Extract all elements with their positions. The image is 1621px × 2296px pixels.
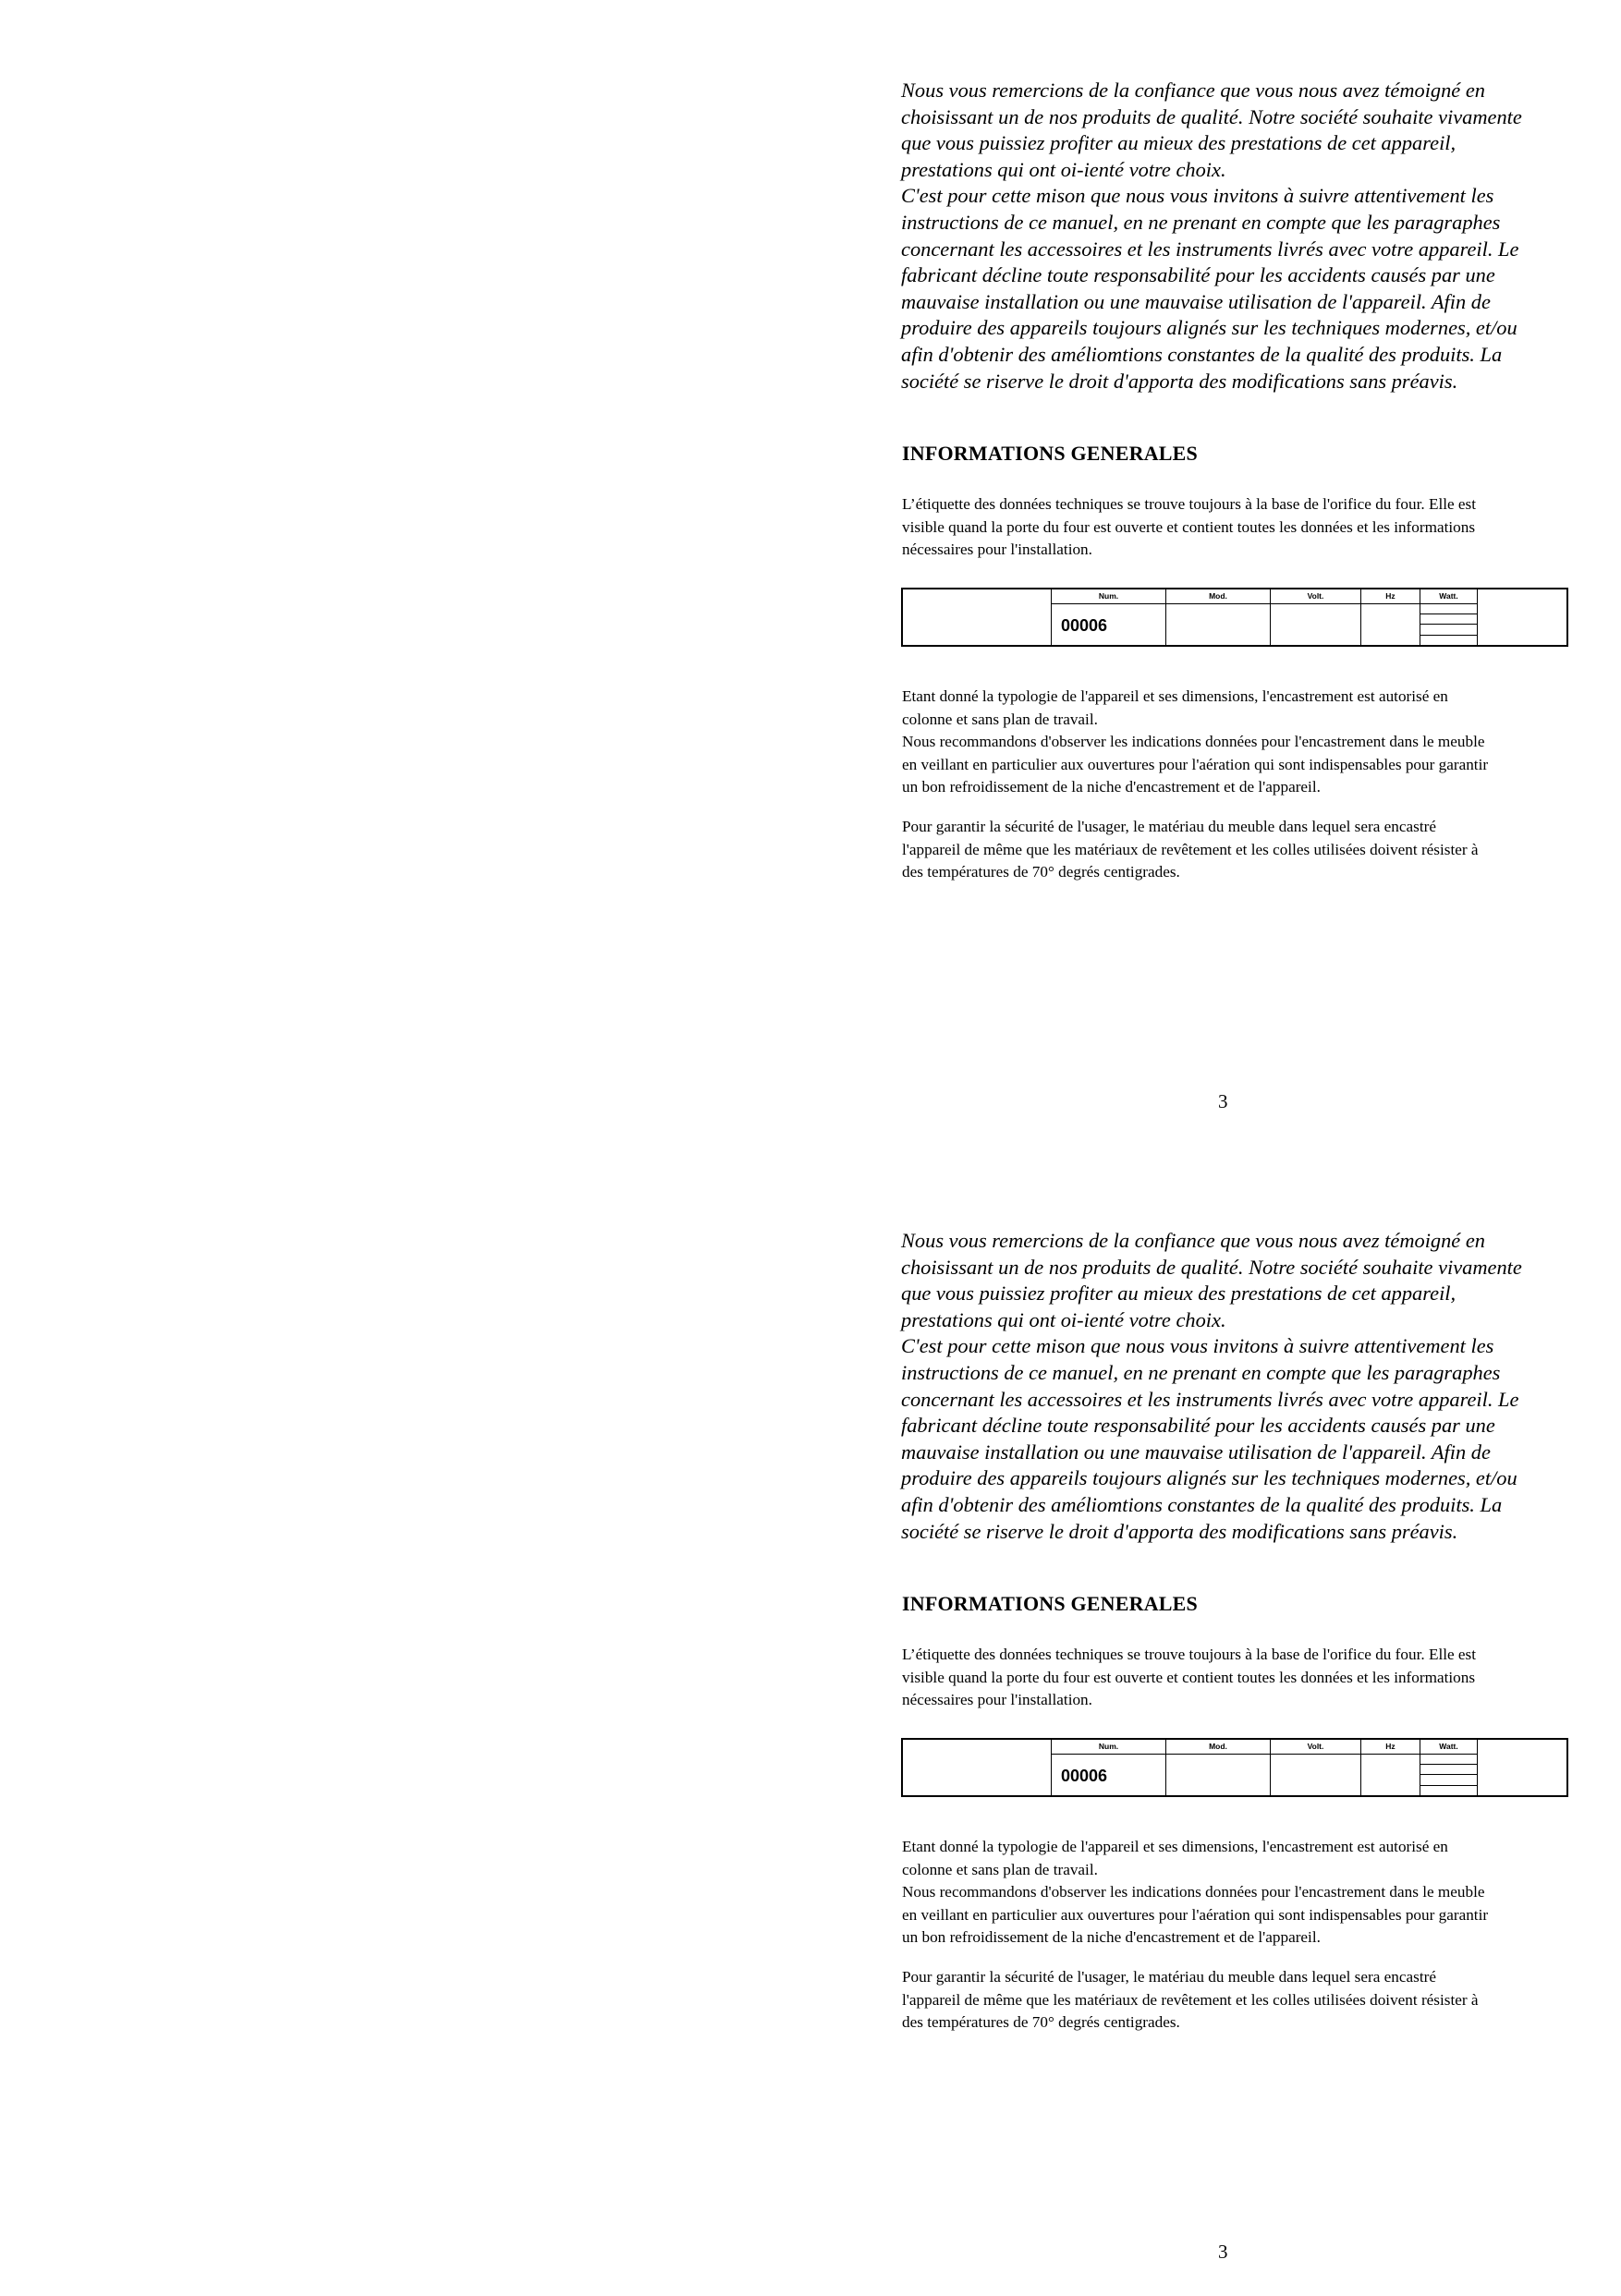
installation-paragraph (902, 686, 1488, 799)
paragraph-line: un bon refroidissement de la niche d'encastrement et de l'appareil. (902, 1928, 1321, 1947)
intro-line: concernant les accessoires et les instruments livrés avec votre appareil. Le (901, 1387, 1519, 1411)
intro-line: fabricant décline toute responsabilité pour les accidents causés par une (901, 263, 1495, 287)
paragraph-line: Pour garantir la sécurité de l'usager, le matériau du meuble dans lequel sera encastré (902, 1968, 1436, 1986)
paragraph-line: colonne et sans plan de travail. (902, 710, 1098, 728)
paragraph-line: Etant donné la typologie de l'appareil et ses dimensions, l'encastrement est autorisé en (902, 1838, 1448, 1855)
intro-line: Nous vous remercions de la confiance que vous nous avez témoigné en (901, 79, 1485, 102)
label-header: Mod. (1166, 1740, 1270, 1755)
intro-line: prestations qui ont oi-ienté votre choix. (901, 157, 1226, 181)
watt-rows (1420, 1754, 1477, 1797)
watt-rows (1420, 603, 1477, 647)
label-col-num (1051, 589, 1165, 647)
safety-paragraph (902, 816, 1479, 884)
intro-line: Nous vous remercions de la confiance que vous nous avez témoigné en (901, 1229, 1485, 1252)
page-number: 3 (1218, 1090, 1228, 1112)
intro-line: choisissant un de nos produits de qualité. Notre société souhaite vivamente (901, 1255, 1522, 1279)
label-header: Hz (1361, 589, 1420, 604)
label-col-volt (1270, 1740, 1360, 1797)
paragraph-line: des températures de 70° degrés centigrades. (902, 863, 1180, 881)
label-col-mod (1165, 1740, 1270, 1797)
label-num-value: 00006 (1061, 1767, 1108, 1785)
paragraph-line: Pour garantir la sécurité de l'usager, le matériau du meuble dans lequel sera encastré (902, 818, 1436, 835)
paragraph-line: l'appareil de même que les matériaux de revêtement et les colles utilisées doivent résister à (902, 1990, 1479, 2009)
section-title: INFORMATIONS GENERALES (902, 1592, 1198, 1615)
label-header: Mod. (1166, 589, 1270, 604)
label-col-num (1051, 1740, 1165, 1797)
label-col-hz (1360, 589, 1420, 647)
label-col-hz (1360, 1740, 1420, 1797)
safety-paragraph (902, 1966, 1479, 2035)
intro-line: C'est pour cette mison que nous vous invitons à suivre attentivement les (901, 184, 1494, 208)
data-label-figure (901, 588, 1568, 647)
paragraph-line: en veillant en particulier aux ouvertures pour l'aération qui sont indispensables pour garantir (902, 755, 1489, 773)
intro-line: C'est pour cette mison que nous vous invitons à suivre attentivement les (901, 1334, 1494, 1358)
intro-line: que vous puissiez profiter au mieux des prestations de cet appareil, (901, 1282, 1456, 1306)
page-number: 3 (1218, 2241, 1228, 2263)
intro-line: afin d'obtenir des améliomtions constantes de la qualité des produits. La (901, 1492, 1503, 1516)
paragraph-line: l'appareil de même que les matériaux de revêtement et les colles utilisées doivent résister à (902, 840, 1479, 858)
label-info-paragraph (902, 493, 1476, 562)
paragraph-line: Nous recommandons d'observer les indications données pour l'encastrement dans le meuble (902, 1883, 1485, 1901)
installation-paragraph (902, 1836, 1488, 1950)
intro-line: instructions de ce manuel, en ne prenant en compte que les paragraphes (901, 210, 1501, 234)
paragraph-line: des températures de 70° degrés centigrades. (902, 2013, 1180, 2032)
label-col-watt (1420, 589, 1478, 647)
paragraph-line: un bon refroidissement de la niche d'encastrement et de l'appareil. (902, 778, 1321, 796)
intro-line: produire des appareils toujours alignés sur les techniques modernes, et/ou (901, 1466, 1517, 1490)
paragraph-line: visible quand la porte du four est ouverte et contient toutes les données et les informations (902, 517, 1476, 536)
intro-paragraph (901, 1228, 1580, 1545)
paragraph-line: colonne et sans plan de travail. (902, 1860, 1098, 1878)
section-title: INFORMATIONS GENERALES (902, 442, 1198, 465)
label-header: Hz (1361, 1740, 1420, 1755)
label-header: Watt. (1420, 589, 1477, 604)
intro-line: concernant les accessoires et les instruments livrés avec votre appareil. Le (901, 237, 1519, 261)
intro-line: prestations qui ont oi-ienté votre choix. (901, 1307, 1226, 1331)
paragraph-line: nécessaires pour l'installation. (902, 1691, 1092, 1709)
label-header: Num. (1052, 1740, 1165, 1755)
paragraph-line: en veillant en particulier aux ouvertures pour l'aération qui sont indispensables pour garantir (902, 1905, 1489, 1924)
label-header: Watt. (1420, 1740, 1477, 1755)
label-col-mod (1165, 589, 1270, 647)
label-col-volt (1270, 589, 1360, 647)
intro-paragraph (901, 78, 1580, 395)
paragraph-line: nécessaires pour l'installation. (902, 541, 1092, 559)
paragraph-line: visible quand la porte du four est ouverte et contient toutes les données et les informations (902, 1668, 1476, 1686)
label-header: Volt. (1271, 1740, 1360, 1755)
intro-line: mauvaise installation ou une mauvaise utilisation de l'appareil. Afin de (901, 289, 1491, 313)
intro-line: société se riserve le droit d'apporta des modifications sans préavis. (901, 369, 1458, 393)
intro-line: fabricant décline toute responsabilité pour les accidents causés par une (901, 1414, 1495, 1438)
label-header: Num. (1052, 589, 1165, 604)
intro-line: société se riserve le droit d'apporta des modifications sans préavis. (901, 1519, 1458, 1543)
page-1 (0, 0, 1621, 1146)
paragraph-line: L’étiquette des données techniques se trouve toujours à la base de l'orifice du four. Elle est (902, 495, 1477, 513)
intro-line: mauvaise installation ou une mauvaise utilisation de l'appareil. Afin de (901, 1440, 1491, 1464)
intro-line: afin d'obtenir des améliomtions constantes de la qualité des produits. La (901, 342, 1503, 366)
paragraph-line: L’étiquette des données techniques se trouve toujours à la base de l'orifice du four. Elle est (902, 1646, 1477, 1663)
label-num-value: 00006 (1061, 616, 1108, 635)
data-label-figure (901, 1738, 1568, 1797)
intro-line: choisissant un de nos produits de qualité. Notre société souhaite vivamente (901, 104, 1522, 128)
paragraph-line: Nous recommandons d'observer les indications données pour l'encastrement dans le meuble (902, 733, 1485, 751)
label-col-watt (1420, 1740, 1478, 1797)
intro-line: instructions de ce manuel, en ne prenant en compte que les paragraphes (901, 1360, 1501, 1384)
intro-line: produire des appareils toujours alignés sur les techniques modernes, et/ou (901, 316, 1517, 340)
intro-line: que vous puissiez profiter au mieux des prestations de cet appareil, (901, 131, 1456, 155)
label-info-paragraph (902, 1644, 1476, 1712)
page-2 (0, 1150, 1621, 2296)
paragraph-line: Etant donné la typologie de l'appareil et ses dimensions, l'encastrement est autorisé en (902, 687, 1448, 705)
label-header: Volt. (1271, 589, 1360, 604)
